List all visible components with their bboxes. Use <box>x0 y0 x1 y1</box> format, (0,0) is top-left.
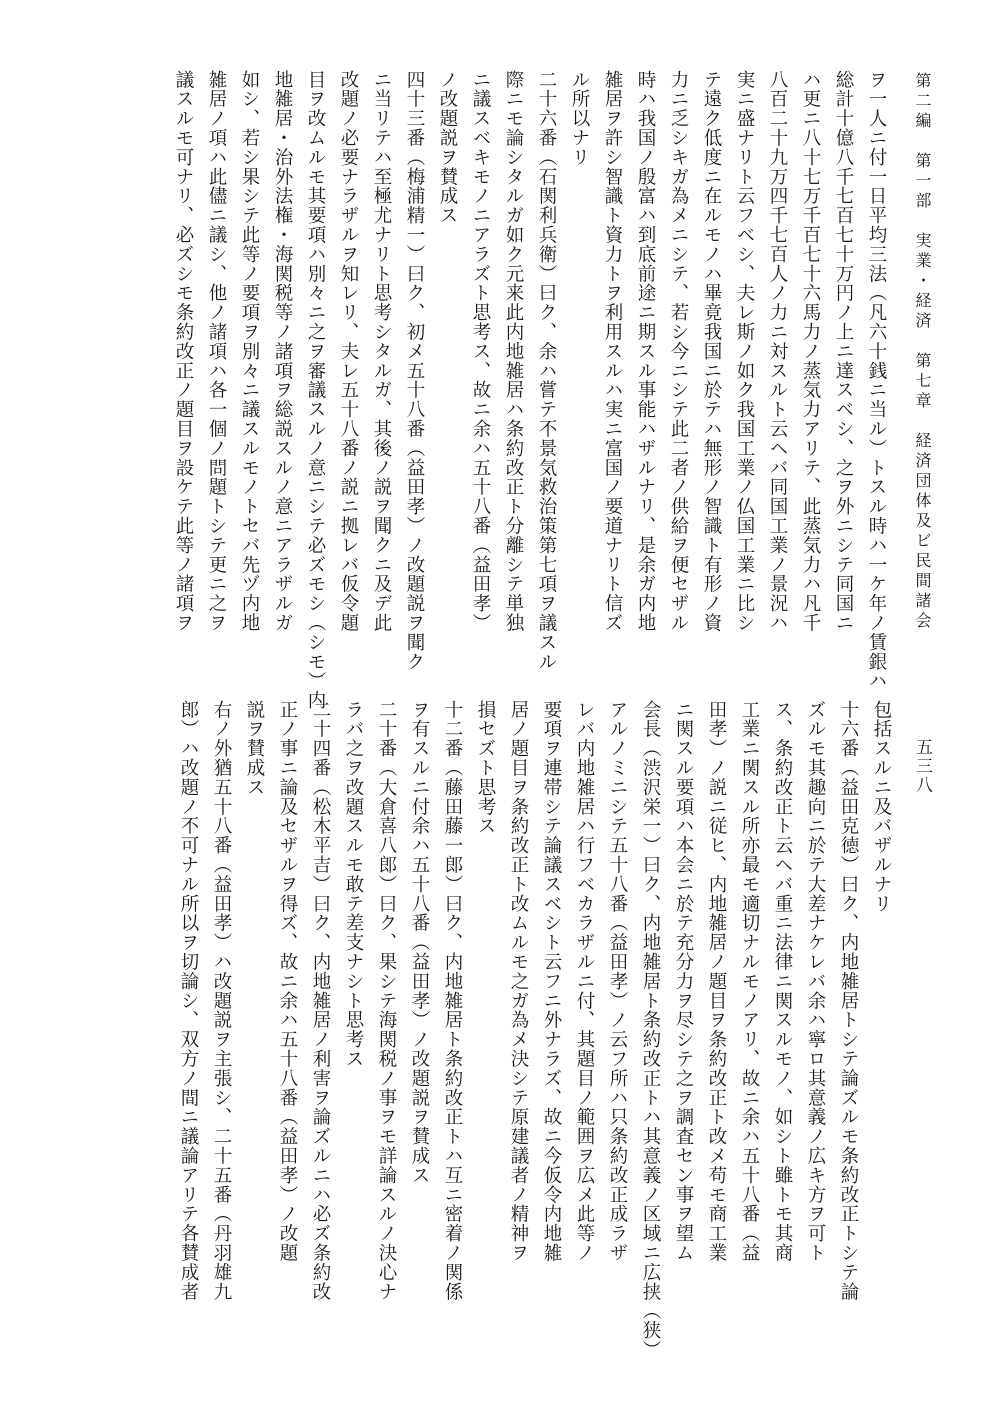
text-column: 正ノ事ニ論及セザルヲ得ズ、故ニ余ハ五十八番（益田孝）ノ改題 <box>277 700 298 1263</box>
text-column: 会長（渋沢栄一）曰ク、内地雑居ト条約改正トハ其意義ノ区域ニ広挟（狭） <box>640 700 661 1360</box>
text-column: 工業ニ関スル所亦最モ適切ナルモノアリ、故ニ余ハ五十八番（益 <box>739 700 760 1263</box>
text-column: ヲ一人ニ付一日平均三法（凡六十銭ニ当ル）トスル時ハ一ケ年ノ賃銀ハ <box>866 70 887 691</box>
text-column: 居ノ題目ヲ条約改正ト改ムルモ之ガ為メ決シテ原建議者ノ精神ヲ <box>508 700 529 1263</box>
text-column: 四十三番（梅浦精一）曰ク、初メ五十八番（益田孝）ノ改題説ヲ聞ク <box>404 70 425 672</box>
text-column: 二十六番（石関利兵衛）曰ク、余ハ嘗テ不景気救治策第七項ヲ議スル <box>536 70 557 672</box>
text-column: ニ関スル要項ハ本会ニ於テ充分力ヲ尽シテ之ヲ調査セン事ヲ望ム <box>673 700 694 1263</box>
text-column: 際ニモ論シタルガ如ク元来此内地雑居ハ条約改正ト分離シテ単独 <box>503 70 524 633</box>
text-column: ラバ之ヲ改題スルモ敢テ差支ナシト思考ス <box>343 700 364 1069</box>
page-number: 五三八 <box>912 738 932 795</box>
text-column: 議スルモ可ナリ、必ズシモ条約改正ノ題目ヲ設ケテ此等ノ諸項ヲ <box>173 70 194 633</box>
text-column: レバ内地雑居ハ行フベカラザルニ付、其題目ノ範囲ヲ広メ此等ノ <box>574 700 595 1263</box>
text-column: 実ニ盛ナリト云フベシ、夫レ斯ノ如ク我国工業ノ仏国工業ニ比シ <box>734 70 755 633</box>
text-column: 力ニ乏シキガ為メニシテ、若シ今ニシテ此二者ノ供給ヲ便セザル <box>668 70 689 633</box>
text-column: 如シ、若シ果シテ此等ノ要項ヲ別々ニ議スルモノトセバ先ヅ内地 <box>239 70 260 633</box>
text-column: 包括スルニ及バザルナリ <box>871 700 892 914</box>
text-column: 二十四番（松木平吉）曰ク、内地雑居ノ利害ヲ論ズルニハ必ズ条約改 <box>310 700 331 1302</box>
text-column: 田孝）ノ説ニ従ヒ、内地雑居ノ題目ヲ条約改正ト改メ苟モ商工業 <box>706 700 727 1263</box>
text-column: 目ヲ改ムルモ其要項ハ別々ニ之ヲ審議スルノ意ニシテ必ズモシ（シモ）内 <box>305 70 326 711</box>
text-column: 八百二十九万四千七百人ノ力ニ対スルト云ヘバ同国工業ノ景況ハ <box>767 70 788 633</box>
text-column: ニ当リテハ至極尤ナリト思考シタルガ、其後ノ説ヲ聞クニ及デ此 <box>371 70 392 633</box>
text-column: ヲ有スルニ付余ハ五十八番（益田孝）ノ改題説ヲ賛成ス <box>409 700 430 1185</box>
text-column: 雑居ヲ許シ智識ト資力トヲ利用スルハ実ニ富国ノ要道ナリト信ズ <box>602 70 623 633</box>
text-column: 総計十億八千七百七十万円ノ上ニ達スベシ、之ヲ外ニシテ同国ニ <box>833 70 854 633</box>
upper-text-block <box>108 70 893 711</box>
text-column: ノ改題説ヲ賛成ス <box>437 70 458 226</box>
lower-text-block <box>80 700 898 1360</box>
text-column: 説ヲ賛成ス <box>244 700 265 797</box>
text-column: 改題ノ必要ナラザルヲ知レリ、夫レ五十八番ノ説ニ拠レバ仮令題 <box>338 70 359 633</box>
text-column: ズルモ其趣向ニ於テ大差ナケレバ余ハ寧ロ其意義ノ広キ方ヲ可ト <box>805 700 826 1263</box>
text-column: 右ノ外猶五十八番（益田孝）ハ改題説ヲ主張シ、二十五番（丹羽雄九 <box>211 700 232 1302</box>
running-head: 第二編 第一部 実業・経済 第七章 経済団体及ビ民間諸会 <box>913 72 932 632</box>
text-column: 地雑居・治外法権・海関税等ノ諸項ヲ総説スルノ意ニアラザルガ <box>272 70 293 633</box>
text-column: ル所以ナリ <box>569 70 590 167</box>
text-column: 十二番（藤田藤一郎）曰ク、内地雑居ト条約改正トハ互ニ密着ノ関係 <box>442 700 463 1302</box>
text-column: テ遠ク低度ニ在ルモノハ畢竟我国ニ於テハ無形ノ智識ト有形ノ資 <box>701 70 722 633</box>
text-column: 要項ヲ連帯シテ論議スベシト云フニ外ナラズ、故ニ今仮令内地雑 <box>541 700 562 1263</box>
text-column: ハ更ニ八十七万千百七十六馬力ノ蒸気力アリテ、此蒸気力ハ凡千 <box>800 70 821 633</box>
text-column: 時ハ我国ノ殷富ハ到底前途ニ期スル事能ハザルナリ、是余ガ内地 <box>635 70 656 633</box>
text-column: 二十番（大倉喜八郎）曰ク、果シテ海関税ノ事ヲモ詳論スルノ決心ナ <box>376 700 397 1302</box>
text-column: 十六番（益田克徳）曰ク、内地雑居トシテ論ズルモ条約改正トシテ論 <box>838 700 859 1302</box>
text-column: 雑居ノ項ハ此儘ニ議シ、他ノ諸項ハ各一個ノ問題トシテ更ニ之ヲ <box>206 70 227 633</box>
text-column: 損セズト思考ス <box>475 700 496 836</box>
text-column: 郎）ハ改題ノ不可ナル所以ヲ切論シ、双方ノ間ニ議論アリテ各賛成者 <box>178 700 199 1302</box>
text-column: ス、条約改正ト云ヘバ重ニ法律ニ関スルモノ、如シト雖トモ其商 <box>772 700 793 1263</box>
text-column: アルノミニシテ五十八番（益田孝）ノ云フ所ハ只条約改正成ラザ <box>607 700 628 1263</box>
text-column: ニ議スベキモノニアラズト思考ス、故ニ余ハ五十八番（益田孝） <box>470 70 491 633</box>
